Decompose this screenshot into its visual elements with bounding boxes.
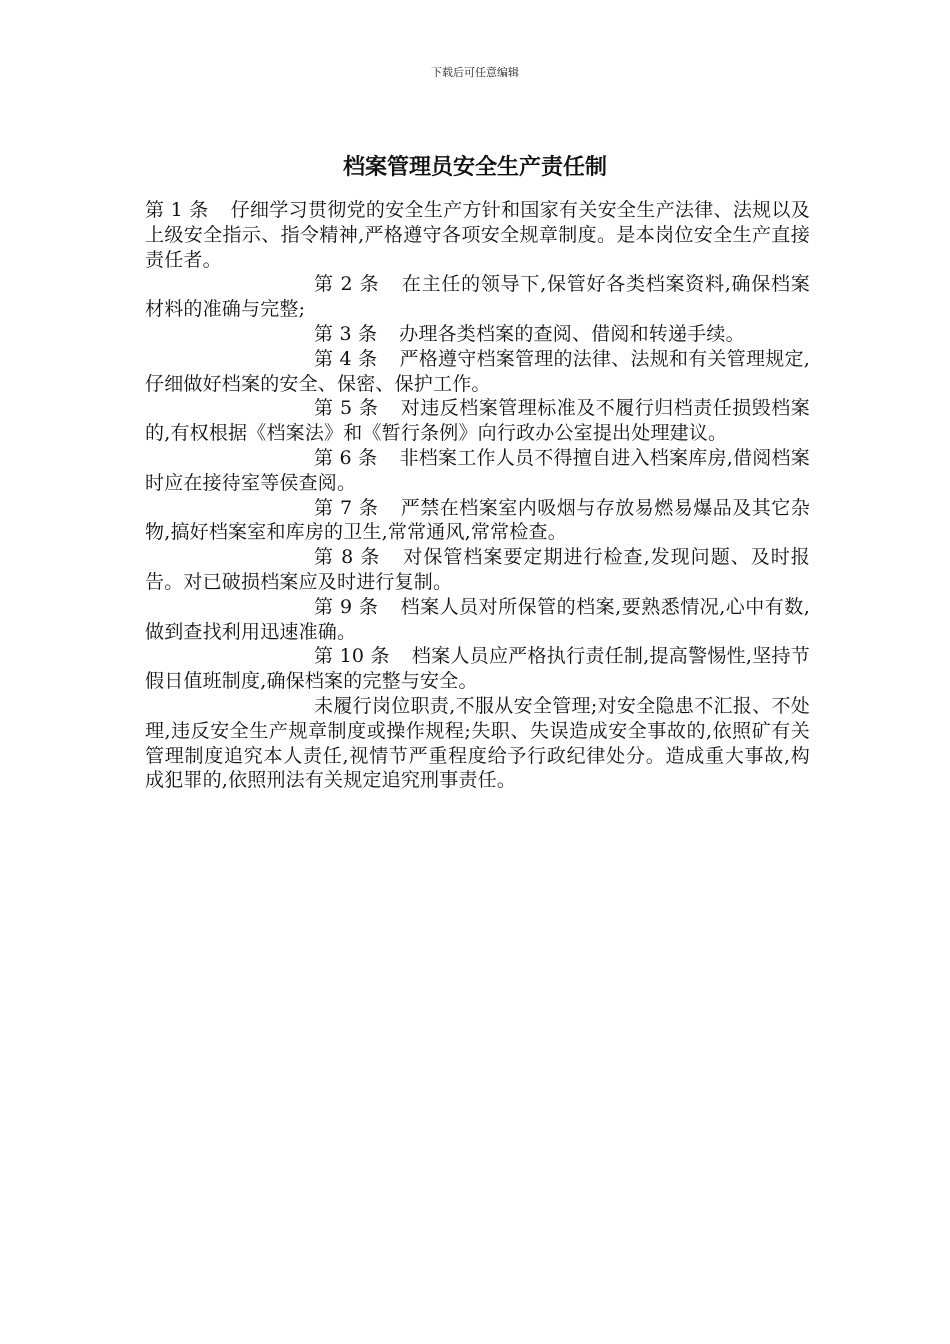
article-label: 第 10 条 xyxy=(314,645,390,668)
article-8 xyxy=(145,545,810,595)
article-label: 第 2 条 xyxy=(314,273,380,296)
article-text: 在主任的领导下,保管好各类档案资料,确保档案材料的准确与完整; xyxy=(145,273,810,321)
document-title: 档案管理员安全生产责任制 xyxy=(342,155,607,180)
article-label: 第 3 条 xyxy=(314,322,378,345)
document-body xyxy=(145,198,810,793)
article-text: 非档案工作人员不得擅自进入档案库房,借阅档案时应在接待室等侯查阅。 xyxy=(145,446,810,494)
article-text: 办理各类档案的查阅、借阅和转递手续。 xyxy=(399,322,745,345)
article-label: 第 1 条 xyxy=(145,199,209,221)
page-header-note: 下载后可任意编辑 xyxy=(431,66,519,79)
article-text: 对保管档案要定期进行检查,发现问题、及时报告。对已破损档案应及时进行复制。 xyxy=(145,546,810,593)
article-label: 第 8 条 xyxy=(314,546,381,569)
article-7 xyxy=(145,496,810,546)
article-text: 对违反档案管理标准及不履行归档责任损毁档案的,有权根据《档案法》和《暂行条例》向行政办公室提出处理建议。 xyxy=(145,397,810,445)
article-6 xyxy=(145,446,810,496)
article-text: 档案人员应严格执行责任制,提高警惕性,坚持节假日值班制度,确保档案的完整与安全。 xyxy=(145,645,810,693)
article-label: 第 9 条 xyxy=(314,595,379,618)
article-label: 第 5 条 xyxy=(314,397,379,420)
article-3 xyxy=(145,322,810,347)
article-5 xyxy=(145,396,810,446)
article-1 xyxy=(145,198,810,272)
article-4 xyxy=(145,347,810,397)
article-label: 第 7 条 xyxy=(314,496,379,519)
article-9 xyxy=(145,595,810,645)
article-label: 第 6 条 xyxy=(314,446,378,469)
article-10 xyxy=(145,644,810,694)
article-text: 严格遵守档案管理的法律、法规和有关管理规定,仔细做好档案的安全、保密、保护工作。 xyxy=(145,347,810,395)
article-text: 档案人员对所保管的档案,要熟悉情况,心中有数,做到查找利用迅速准确。 xyxy=(145,595,810,643)
article-text: 仔细学习贯彻党的安全生产方针和国家有关安全生产法律、法规以及上级安全指示、指令精神,严格遵守各项安全规章制度。是本岗位安全生产直接责任者。 xyxy=(145,199,810,271)
article-text: 严禁在档案室内吸烟与存放易燃易爆品及其它杂物,搞好档案室和库房的卫生,常常通风,常常检查。 xyxy=(145,496,810,544)
article-2 xyxy=(145,272,810,322)
article-label: 第 4 条 xyxy=(314,347,378,370)
closing-paragraph: 未履行岗位职责,不服从安全管理;对安全隐患不汇报、不处理,违反安全生产规章制度或操作规程;失职、失误造成安全事故的,依照矿有关管理制度追究本人责任,视情节严重程度给予行政纪律处分。造成重大事故,构成犯罪的,依照刑法有关规定追究刑事责任。 xyxy=(145,694,810,792)
